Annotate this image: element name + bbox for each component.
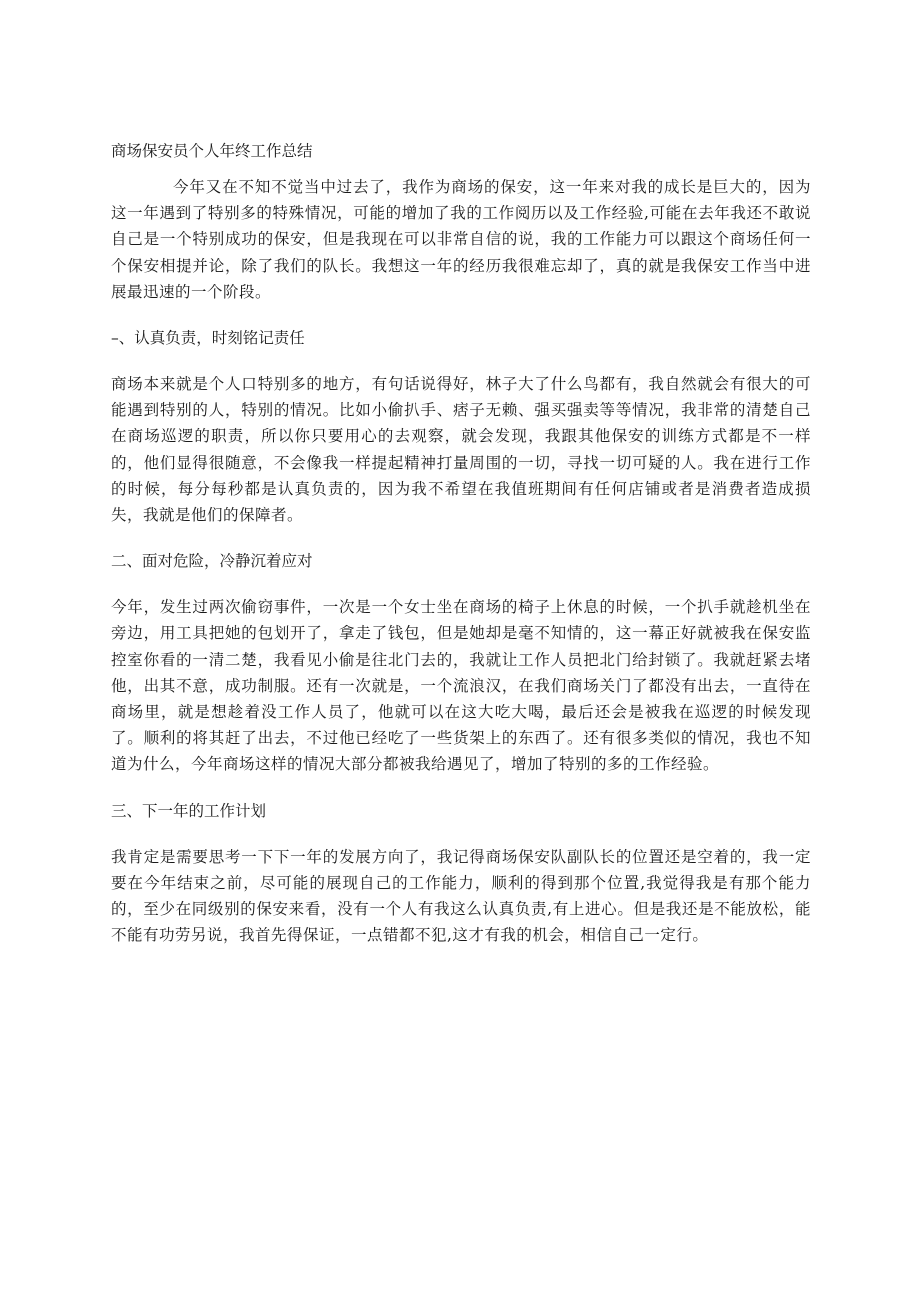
- document-page: [111, 138, 811, 948]
- section-body-3: 我肯定是需要思考一下下一年的发展方向了，我记得商场保安队副队长的位置还是空着的，我一定要在今年结束之前，尽可能的展现自己的工作能力，顺利的得到那个位置,我觉得我是有那个能力的，至少在同级别的保安来看，没有一个人有我这么认真负责,有上进心。但是我还是不能放松，能不能有功劳另说，我首先得保证，一点错都不犯,这才有我的机会，相信自己一定行。: [111, 847, 811, 945]
- section-heading-2: 二、面对危险，冷静沉着应对: [111, 552, 313, 571]
- section-heading-1: –、认真负责，时刻铭记责任: [111, 329, 305, 348]
- section-heading-3: 三、下一年的工作计划: [111, 801, 267, 820]
- intro-paragraph: 今年又在不知不觉当中过去了，我作为商场的保安，这一年来对我的成长是巨大的，因为这一年遇到了特别多的特殊情况，可能的增加了我的工作阅历以及工作经验,可能在去年我还不敢说自己是一个特别成功的保安，但是我现在可以非常自信的说，我的工作能力可以跟这个商场任何一个保安相提并论，除了我们的队长。我想这一年的经历我很难忘却了，真的就是我保安工作当中进展最迅速的一个阶段。: [111, 178, 811, 301]
- section-body-1: 商场本来就是个人口特别多的地方，有句话说得好，林子大了什么鸟都有，我自然就会有很大的可能遇到特别的人，特别的情况。比如小偷扒手、痞子无赖、强买强卖等等情况，我非常的清楚自己在商场巡逻的职责，所以你只要用心的去观察，就会发现，我跟其他保安的训练方式都是不一样的，他们显得很随意，不会像我一样提起精神打量周围的一切，寻找一切可疑的人。我在进行工作的时候，每分每秒都是认真负责的，因为我不希望在我值班期间有任何店铺或者是消费者造成损失，我就是他们的保障者。: [111, 375, 811, 525]
- document-title: 商场保安员个人年终工作总结: [111, 142, 313, 160]
- section-body-2: 今年，发生过两次偷窃事件，一次是一个女士坐在商场的椅子上休息的时候，一个扒手就趁机坐在旁边，用工具把她的包划开了，拿走了钱包，但是她却是毫不知情的，这一幕正好就被我在保安监控室你看的一清二楚，我看见小偷是往北门去的，我就让工作人员把北门给封锁了。我就赶紧去堵他，出其不意，成功制服。还有一次就是，一个流浪汉，在我们商场关门了都没有出去，一直待在商场里，就是想趁着没工作人员了，他就可以在这大吃大喝，最后还会是被我在巡逻的时候发现了。顺利的将其赶了出去，不过他已经吃了一些货架上的东西了。还有很多类似的情况，我也不知道为什么，今年商场这样的情况大部分都被我给遇见了，增加了特别的多的工作经验。: [111, 598, 811, 774]
